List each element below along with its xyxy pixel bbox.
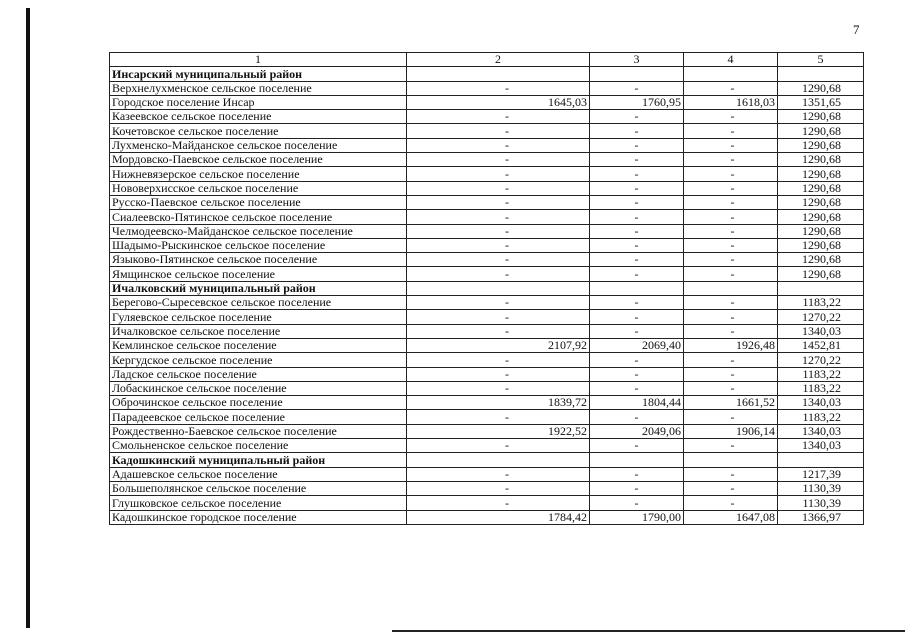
value-cell-col-4: - xyxy=(684,195,778,209)
value-cell-col-4: - xyxy=(684,324,778,338)
value-cell-col-4: - xyxy=(684,439,778,453)
value-cell-col-5: 1351,65 xyxy=(778,95,864,109)
table-row xyxy=(110,381,864,395)
settlement-name: Лобаскинское сельское поселение xyxy=(110,381,407,395)
value-cell-col-2: - xyxy=(407,138,590,152)
value-cell-col-4: - xyxy=(684,367,778,381)
table-row xyxy=(110,439,864,453)
value-cell-col-3: - xyxy=(590,296,684,310)
value-cell-col-2: 1922,52 xyxy=(407,424,590,438)
value-cell-col-2: - xyxy=(407,181,590,195)
value-cell-col-5: 1130,39 xyxy=(778,481,864,495)
value-cell-col-4: - xyxy=(684,310,778,324)
column-header-2: 2 xyxy=(407,53,590,67)
settlement-name: Языково-Пятинское сельское поселение xyxy=(110,253,407,267)
table-row xyxy=(110,153,864,167)
value-cell-col-4: - xyxy=(684,467,778,481)
value-cell-col-3: - xyxy=(590,439,684,453)
value-cell-col-5: 1290,68 xyxy=(778,138,864,152)
value-cell-col-4: - xyxy=(684,296,778,310)
value-cell-col-3: - xyxy=(590,153,684,167)
settlement-name: Шадымо-Рыскинское сельское поселение xyxy=(110,238,407,252)
table-row xyxy=(110,496,864,510)
value-cell-col-5: 1340,03 xyxy=(778,439,864,453)
table-row xyxy=(110,467,864,481)
value-cell-col-2: - xyxy=(407,110,590,124)
value-cell-col-2: - xyxy=(407,296,590,310)
value-cell-col-5: 1290,68 xyxy=(778,153,864,167)
settlement-name: Кадошкинское городское поселение xyxy=(110,510,407,524)
table-row xyxy=(110,267,864,281)
value-cell-col-5: 1290,68 xyxy=(778,124,864,138)
value-cell-col-4: - xyxy=(684,381,778,395)
settlement-name: Кемлинское сельское поселение xyxy=(110,338,407,352)
value-cell-col-4: - xyxy=(684,238,778,252)
settlement-name: Кочетовское сельское поселение xyxy=(110,124,407,138)
value-cell-col-3: - xyxy=(590,210,684,224)
value-cell-col-2: - xyxy=(407,324,590,338)
value-cell-col-2: - xyxy=(407,124,590,138)
table-row xyxy=(110,310,864,324)
value-cell-col-5: 1340,03 xyxy=(778,324,864,338)
value-cell-col-2: - xyxy=(407,410,590,424)
value-cell-col-4: - xyxy=(684,181,778,195)
value-cell-col-4: 1618,03 xyxy=(684,95,778,109)
value-cell-col-5: 1290,68 xyxy=(778,167,864,181)
value-cell-col-3: - xyxy=(590,381,684,395)
table-body xyxy=(110,53,864,525)
table-row xyxy=(110,324,864,338)
value-cell-col-2 xyxy=(407,453,590,467)
value-cell-col-5: 1130,39 xyxy=(778,496,864,510)
page-number: 7 xyxy=(853,22,860,37)
value-cell-col-2: 1784,42 xyxy=(407,510,590,524)
value-cell-col-3: 1790,00 xyxy=(590,510,684,524)
settlement-name: Сиалеевско-Пятинское сельское поселение xyxy=(110,210,407,224)
value-cell-col-2: - xyxy=(407,195,590,209)
value-cell-col-2: - xyxy=(407,253,590,267)
value-cell-col-5: 1183,22 xyxy=(778,296,864,310)
value-cell-col-4: 1647,08 xyxy=(684,510,778,524)
value-cell-col-4: - xyxy=(684,253,778,267)
table-row xyxy=(110,510,864,524)
value-cell-col-2: - xyxy=(407,439,590,453)
value-cell-col-5: 1452,81 xyxy=(778,338,864,352)
value-cell-col-2: - xyxy=(407,467,590,481)
table-row xyxy=(110,95,864,109)
value-cell-col-4: - xyxy=(684,81,778,95)
value-cell-col-3: - xyxy=(590,410,684,424)
settlement-name: Челмодеевско-Майданское сельское поселение xyxy=(110,224,407,238)
settlement-name: Глушковское сельское поселение xyxy=(110,496,407,510)
value-cell-col-2 xyxy=(407,67,590,81)
value-cell-col-3: - xyxy=(590,138,684,152)
table-row xyxy=(110,110,864,124)
table-row xyxy=(110,353,864,367)
value-cell-col-3: - xyxy=(590,367,684,381)
column-header-5: 5 xyxy=(778,53,864,67)
value-cell-col-2: - xyxy=(407,367,590,381)
value-cell-col-4: - xyxy=(684,481,778,495)
value-cell-col-4: - xyxy=(684,210,778,224)
settlement-name: Ладское сельское поселение xyxy=(110,367,407,381)
value-cell-col-4: - xyxy=(684,353,778,367)
value-cell-col-2: 1839,72 xyxy=(407,396,590,410)
table-row xyxy=(110,367,864,381)
value-cell-col-4: 1661,52 xyxy=(684,396,778,410)
settlement-name: Гуляевское сельское поселение xyxy=(110,310,407,324)
value-cell-col-3: - xyxy=(590,224,684,238)
value-cell-col-2: - xyxy=(407,496,590,510)
column-header-4: 4 xyxy=(684,53,778,67)
table-row xyxy=(110,238,864,252)
value-cell-col-3 xyxy=(590,281,684,295)
value-cell-col-5: 1217,39 xyxy=(778,467,864,481)
table-row xyxy=(110,424,864,438)
value-cell-col-4: 1926,48 xyxy=(684,338,778,352)
table-row xyxy=(110,296,864,310)
value-cell-col-2: - xyxy=(407,153,590,167)
column-header-1: 1 xyxy=(110,53,407,67)
district-name: Инсарский муниципальный район xyxy=(110,67,407,81)
value-cell-col-3: 2049,06 xyxy=(590,424,684,438)
value-cell-col-4: - xyxy=(684,224,778,238)
column-header-3: 3 xyxy=(590,53,684,67)
table-row xyxy=(110,481,864,495)
value-cell-col-3: - xyxy=(590,496,684,510)
table-row xyxy=(110,81,864,95)
value-cell-col-2 xyxy=(407,281,590,295)
settlement-name: Адашевское сельское поселение xyxy=(110,467,407,481)
value-cell-col-4: - xyxy=(684,138,778,152)
value-cell-col-4: 1906,14 xyxy=(684,424,778,438)
value-cell-col-5: 1270,22 xyxy=(778,353,864,367)
tariff-table xyxy=(109,52,864,525)
settlement-name: Оброчинское сельское поселение xyxy=(110,396,407,410)
value-cell-col-2: - xyxy=(407,481,590,495)
settlement-name: Большеполянское сельское поселение xyxy=(110,481,407,495)
value-cell-col-3: - xyxy=(590,267,684,281)
value-cell-col-5: 1340,03 xyxy=(778,396,864,410)
value-cell-col-4: - xyxy=(684,496,778,510)
value-cell-col-3: - xyxy=(590,353,684,367)
table-row xyxy=(110,410,864,424)
value-cell-col-5 xyxy=(778,67,864,81)
value-cell-col-4: - xyxy=(684,153,778,167)
value-cell-col-5: 1290,68 xyxy=(778,267,864,281)
value-cell-col-3: - xyxy=(590,238,684,252)
district-name: Кадошкинский муниципальный район xyxy=(110,453,407,467)
value-cell-col-5: 1290,68 xyxy=(778,195,864,209)
value-cell-col-2: - xyxy=(407,238,590,252)
left-margin-bar xyxy=(26,8,30,628)
value-cell-col-3: - xyxy=(590,467,684,481)
value-cell-col-3: - xyxy=(590,253,684,267)
value-cell-col-4: - xyxy=(684,167,778,181)
value-cell-col-5 xyxy=(778,453,864,467)
value-cell-col-5: 1290,68 xyxy=(778,181,864,195)
table-row xyxy=(110,396,864,410)
settlement-name: Ичалковское сельское поселение xyxy=(110,324,407,338)
value-cell-col-2: - xyxy=(407,210,590,224)
table-row xyxy=(110,195,864,209)
value-cell-col-3: - xyxy=(590,81,684,95)
value-cell-col-2: - xyxy=(407,381,590,395)
settlement-name: Лухменско-Майданское сельское поселение xyxy=(110,138,407,152)
district-header-row xyxy=(110,453,864,467)
value-cell-col-5: 1290,68 xyxy=(778,224,864,238)
settlement-name: Смольненское сельское поселение xyxy=(110,439,407,453)
value-cell-col-3: - xyxy=(590,481,684,495)
value-cell-col-3 xyxy=(590,453,684,467)
value-cell-col-4: - xyxy=(684,110,778,124)
value-cell-col-2: - xyxy=(407,167,590,181)
value-cell-col-4 xyxy=(684,67,778,81)
value-cell-col-5: 1183,22 xyxy=(778,410,864,424)
value-cell-col-3: - xyxy=(590,195,684,209)
settlement-name: Городское поселение Инсар xyxy=(110,95,407,109)
value-cell-col-5: 1290,68 xyxy=(778,110,864,124)
table-row xyxy=(110,253,864,267)
settlement-name: Мордовско-Паевское сельское поселение xyxy=(110,153,407,167)
settlement-name: Парадеевское сельское поселение xyxy=(110,410,407,424)
value-cell-col-2: - xyxy=(407,353,590,367)
value-cell-col-3: - xyxy=(590,310,684,324)
district-name: Ичалковский муниципальный район xyxy=(110,281,407,295)
district-header-row xyxy=(110,281,864,295)
settlement-name: Ямщинское сельское поселение xyxy=(110,267,407,281)
column-number-header-row xyxy=(110,53,864,67)
settlement-name: Кергудское сельское поселение xyxy=(110,353,407,367)
value-cell-col-4 xyxy=(684,281,778,295)
settlement-name: Русско-Паевское сельское поселение xyxy=(110,195,407,209)
value-cell-col-5: 1290,68 xyxy=(778,238,864,252)
value-cell-col-3: - xyxy=(590,324,684,338)
value-cell-col-5: 1183,22 xyxy=(778,367,864,381)
value-cell-col-5: 1183,22 xyxy=(778,381,864,395)
value-cell-col-2: - xyxy=(407,310,590,324)
value-cell-col-3: - xyxy=(590,110,684,124)
settlement-name: Казеевское сельское поселение xyxy=(110,110,407,124)
value-cell-col-3: 1804,44 xyxy=(590,396,684,410)
table-row xyxy=(110,138,864,152)
value-cell-col-5: 1270,22 xyxy=(778,310,864,324)
settlement-name: Берегово-Сыресевское сельское поселение xyxy=(110,296,407,310)
settlement-name: Нововерхисское сельское поселение xyxy=(110,181,407,195)
settlement-name: Рождественно-Баевское сельское поселение xyxy=(110,424,407,438)
bottom-edge-line xyxy=(392,630,905,632)
value-cell-col-4: - xyxy=(684,124,778,138)
table-row xyxy=(110,210,864,224)
table-row xyxy=(110,167,864,181)
settlement-name: Нижневязерское сельское поселение xyxy=(110,167,407,181)
value-cell-col-3: 2069,40 xyxy=(590,338,684,352)
value-cell-col-5 xyxy=(778,281,864,295)
value-cell-col-2: - xyxy=(407,81,590,95)
value-cell-col-5: 1290,68 xyxy=(778,210,864,224)
value-cell-col-4: - xyxy=(684,267,778,281)
table-row xyxy=(110,124,864,138)
value-cell-col-4 xyxy=(684,453,778,467)
value-cell-col-5: 1340,03 xyxy=(778,424,864,438)
value-cell-col-3: - xyxy=(590,167,684,181)
district-header-row xyxy=(110,67,864,81)
value-cell-col-4: - xyxy=(684,410,778,424)
value-cell-col-3: - xyxy=(590,124,684,138)
table-row xyxy=(110,181,864,195)
value-cell-col-3: 1760,95 xyxy=(590,95,684,109)
value-cell-col-2: - xyxy=(407,267,590,281)
value-cell-col-5: 1290,68 xyxy=(778,253,864,267)
value-cell-col-5: 1290,68 xyxy=(778,81,864,95)
table-row xyxy=(110,224,864,238)
value-cell-col-2: - xyxy=(407,224,590,238)
value-cell-col-3: - xyxy=(590,181,684,195)
value-cell-col-3 xyxy=(590,67,684,81)
value-cell-col-2: 2107,92 xyxy=(407,338,590,352)
value-cell-col-5: 1366,97 xyxy=(778,510,864,524)
settlement-name: Верхнелухменское сельское поселение xyxy=(110,81,407,95)
table-row xyxy=(110,338,864,352)
value-cell-col-2: 1645,03 xyxy=(407,95,590,109)
